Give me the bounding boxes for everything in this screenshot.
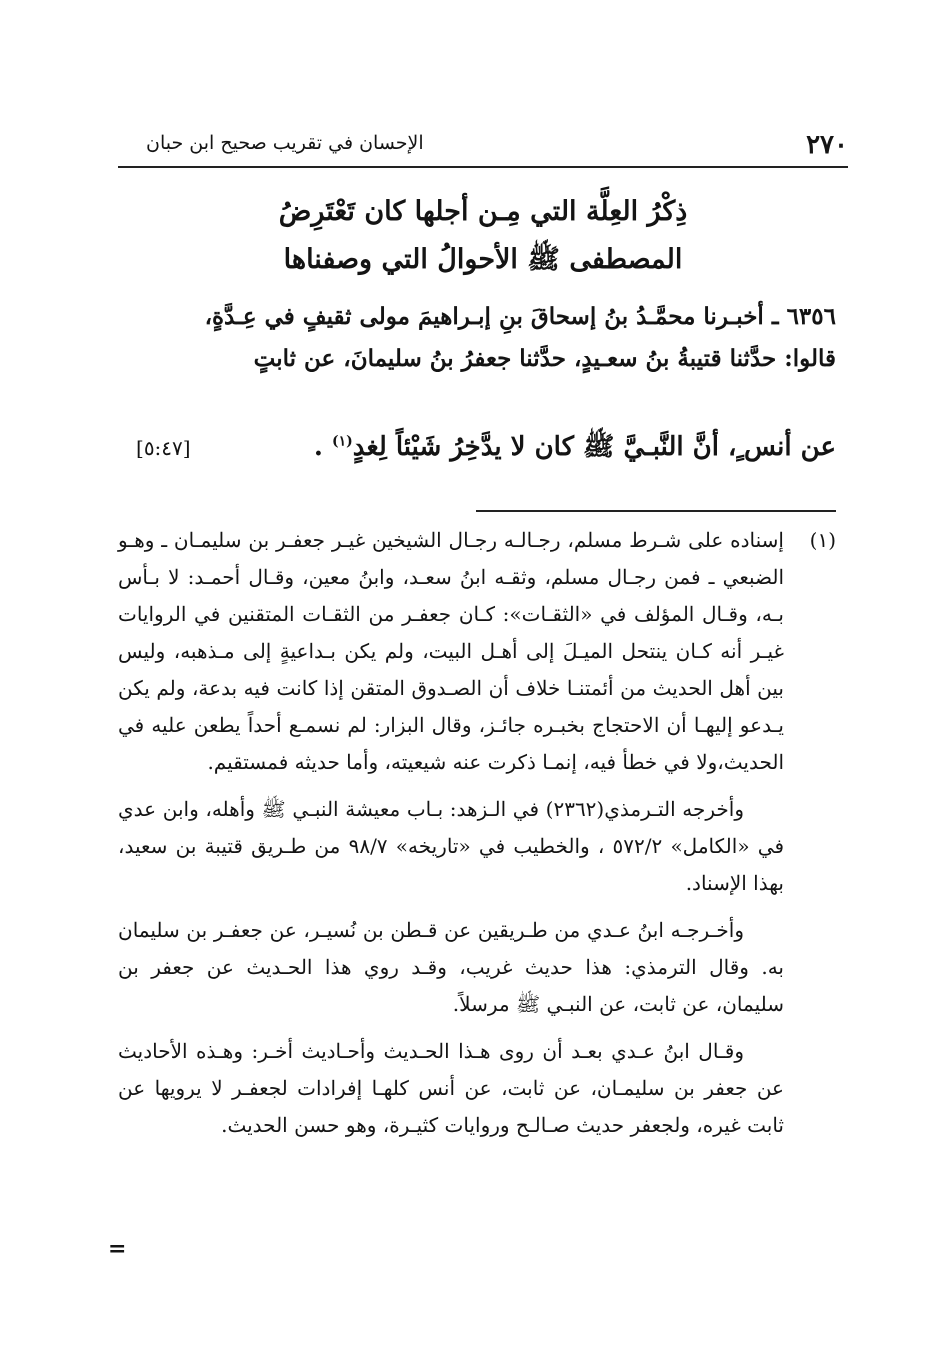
book-title: الإحسان في تقريب صحيح ابن حبان [146,132,424,154]
footnote-text: إسناده على شـرط مسلم، رجـالـه رجـال الشيخين غيـر جعفـر بن سليمـان ـ وهـو الضبعي ـ فمن رجـال مسلم، وثقـه ابنُ سعـد، وابنُ معين، وقـال أحمـد: لا بـأس بـه، وقـال المؤلف في «الثقـات»: كـان جعفـر من الثقـات المتقنين في الروايات غيـر أنه كـان ينتحل الميـلَ إلى أهـل البيت، ولم يكن بـداعيةٍ إلى مـذهبه، وليس بين أهل الحديث من أئمتنـا خلاف أن الصـدوق المتقن إذا كانت فيه بدعة، ولم يكن يـدعو إليهـا أن الاحتجاج بخبـره جائـز، وقال البزار: لم نسمـع أحداً يطعن عليه في الحديث،ولا في خطأ فيه، إنمـا ذكرت عنه شيعيته، وأما حديثه فمستقيم. [118,528,784,774]
matn-end: . [313,432,332,462]
continuation-mark: = [108,1236,127,1262]
hadith-reference: [٥:٤٧] [136,436,191,460]
footnote-paragraph: وأخـرجـه ابنُ عـدي من طـريقين عن قـطن بن نُسيـر، عن جعفـر بن سليمان به. وقال الترمذي: هذا حديث غريب، وقـد روي هذا الحـديث عن جعفر بن سليمان، عن ثابت، عن النبـي ﷺ مرسلاً. [118,918,784,1016]
hadith-matn [118,424,836,474]
running-header [118,126,848,168]
matn-body: عن أنس ٍ، أنَّ النَّبـيَّ ﷺ كان لا يدَّخِرُ شَيْئاً لِغدٍ [352,432,836,462]
footnote-separator [476,510,836,512]
chapter-heading [118,188,848,284]
isnad-line-2: قالوا: حدَّثنا قتيبةُ بنُ سعـيدٍ، حدَّثنا جعفرُ بنُ سليمانَ، عن ثابتٍ [253,345,836,372]
chapter-heading-line-2: المصطفى ﷺ الأحوالُ التي وصفناها [283,244,683,275]
page-number: ٢٧٠ [806,130,848,160]
footnote-paragraph: وقـال ابنُ عـدي بعـد أن روى هـذا الحـديث وأحـاديث أخـر: وهـذه الأحاديث عن جعفر بن سليمـان، عن ثابت، عن أنس كلهـا إفرادات لجعفـر لا يرويها عن ثابت غيره، ولجعفر حديث صـالـح وروايات كثيـرة، وهو حسن الحديث. [118,1039,784,1137]
isnad-line-1: ٦٣٥٦ ـ أخبـرنا محمَّـدُ بنُ إسحاقَ بنِ إبـراهيمَ مولى ثقيفٍ في عِـدَّةٍ، [204,303,836,330]
hadith-isnad [118,296,836,380]
footnotes [118,522,836,1154]
footnote-paragraph: وأخرجه التـرمذي(٢٣٦٢) في الـزهد: بـاب معيشة النبـي ﷺ وأهله، وابن عدي في «الكامل» ٥٧٢/٢ ، والخطيب في «تاريخه» ٩٨/٧ من طـريق قتيبة بن سعيد، بهذا الإسناد. [118,797,785,895]
footnote-reference: (١) [331,433,353,450]
matn-text [314,430,836,468]
chapter-heading-line-1: ذِكْرُ العِلَّة التي مِـن أجلها كان تَعْتَرِضُ [278,196,688,227]
footnote-marker: (١) [809,528,836,552]
footnote-paragraph [118,522,836,781]
